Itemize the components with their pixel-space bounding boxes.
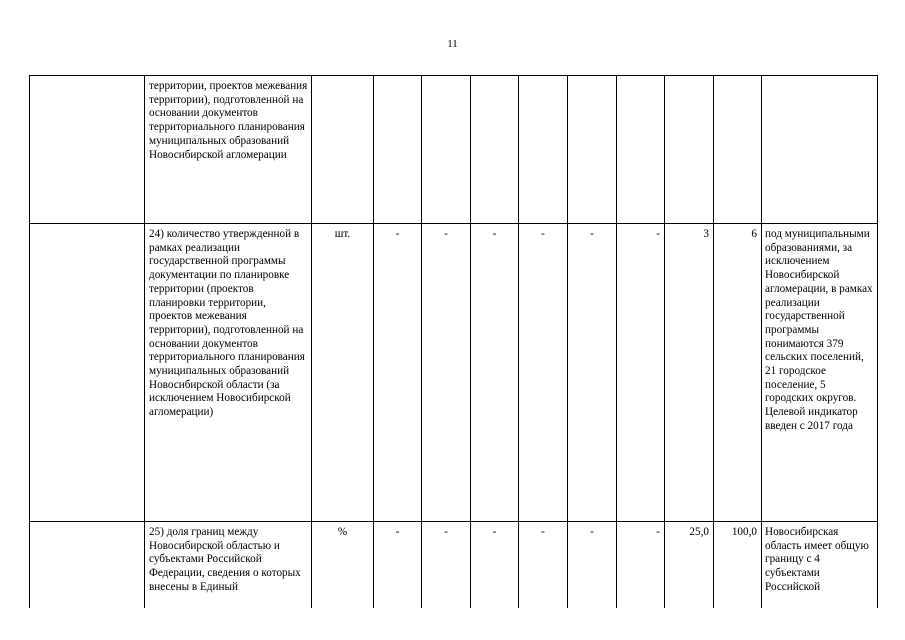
value-cell: -: [568, 224, 617, 522]
value-cell: [568, 76, 617, 224]
number-cell: [30, 224, 145, 522]
value-cell: [374, 76, 422, 224]
indicator-description: 24) количество утвержденной в рамках реализации государственной программы документации по планировке территории (проектов планировки территории, проектов межевания территории), подготовленной на основании документов территориального планирования муниципальных образований Новосибирской области (за исключением Новосибирской агломерации): [145, 224, 312, 522]
unit-cell: %: [312, 522, 374, 609]
value-cell: -: [617, 522, 665, 609]
value-cell: [471, 76, 519, 224]
value-cell: -: [519, 522, 568, 609]
value-cell: 25,0: [665, 522, 714, 609]
indicator-description: 25) доля границ между Новосибирской областью и субъектами Российской Федерации, сведения о которых внесены в Единый: [145, 522, 312, 609]
indicators-table: [29, 75, 878, 608]
value-cell: -: [519, 224, 568, 522]
value-cell: -: [374, 224, 422, 522]
value-cell: -: [422, 522, 471, 609]
value-cell: -: [471, 522, 519, 609]
value-cell: [519, 76, 568, 224]
value-cell: -: [568, 522, 617, 609]
value-cell: -: [617, 224, 665, 522]
value-cell: [422, 76, 471, 224]
value-cell: [665, 76, 714, 224]
unit-cell: шт.: [312, 224, 374, 522]
table-row: [30, 522, 878, 609]
value-cell: 6: [714, 224, 762, 522]
indicator-description: территории, проектов межевания территории), подготовленной на основании документов территориального планирования муниципальных образований Новосибирской агломерации: [145, 76, 312, 224]
table-row: [30, 76, 878, 224]
value-cell: -: [374, 522, 422, 609]
page-number: 11: [447, 38, 458, 50]
number-cell: [30, 76, 145, 224]
note-cell: Новосибирская область имеет общую границу с 4 субъектами Российской: [762, 522, 878, 609]
value-cell: [714, 76, 762, 224]
note-cell: [762, 76, 878, 224]
value-cell: 3: [665, 224, 714, 522]
value-cell: [617, 76, 665, 224]
table-row: [30, 224, 878, 522]
value-cell: 100,0: [714, 522, 762, 609]
number-cell: [30, 522, 145, 609]
value-cell: -: [422, 224, 471, 522]
unit-cell: [312, 76, 374, 224]
note-cell: под муниципальными образованиями, за исключением Новосибирской агломерации, в рамках реализации государственной программы понимаются 379 сельских поселений, 21 городское поселение, 5 городских округов. Целевой индикатор введен с 2017 года: [762, 224, 878, 522]
value-cell: -: [471, 224, 519, 522]
